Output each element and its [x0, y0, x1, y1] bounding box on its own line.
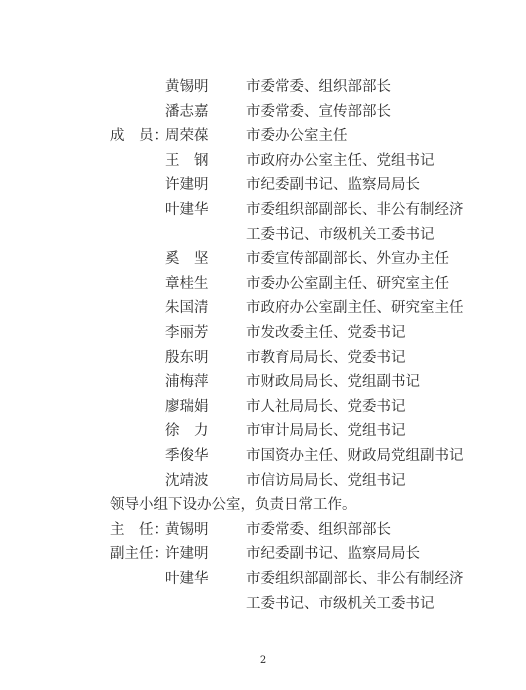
member-name: 许建明 [165, 546, 209, 563]
member-duty: 工委书记、市级机关工委书记 [246, 595, 435, 612]
member-name: 季俊华 [165, 448, 209, 464]
role-label: 副主任： [110, 546, 168, 563]
member-row [0, 173, 526, 197]
member-duty: 市信访局局长、党组书记 [246, 472, 406, 489]
role-label: 成 员： [110, 128, 168, 145]
member-duty: 市委常委、组织部部长 [246, 521, 391, 538]
member-duty: 市委常委、宣传部部长 [246, 103, 391, 120]
member-row [0, 321, 526, 345]
office-note-row [0, 493, 526, 517]
member-duty: 市纪委副书记、监察局局长 [246, 177, 420, 194]
member-name: 沈靖波 [165, 472, 209, 489]
member-row [0, 124, 526, 148]
member-duty: 市教育局局长、党委书记 [246, 349, 406, 366]
member-name: 叶建华 [165, 202, 209, 218]
member-name: 殷东明 [165, 349, 209, 366]
member-duty: 市委宣传部副部长、外宣办主任 [246, 251, 449, 268]
member-duty: 市发改委主任、党委书记 [246, 325, 406, 341]
member-duty: 市委常委、组织部部长 [246, 79, 391, 95]
member-row [0, 395, 526, 419]
member-duty: 市审计局局长、党组书记 [246, 423, 406, 440]
member-name: 潘志嘉 [165, 103, 209, 120]
member-name: 徐 力 [165, 423, 209, 440]
member-name: 奚 坚 [165, 251, 209, 268]
member-row [0, 370, 526, 394]
member-row [0, 100, 526, 124]
member-row [0, 444, 526, 468]
member-row [0, 272, 526, 296]
member-row [0, 75, 526, 99]
member-name: 周荣葆 [165, 128, 209, 145]
member-duty: 市政府办公室副主任、研究室主任 [246, 300, 464, 317]
member-name: 廖瑞娟 [165, 398, 209, 415]
member-duty: 市委办公室副主任、研究室主任 [246, 275, 449, 292]
member-duty: 市财政局局长、党组副书记 [246, 374, 420, 391]
member-row [0, 542, 526, 566]
member-row [0, 346, 526, 370]
member-name: 叶建华 [165, 571, 209, 587]
member-row [0, 296, 526, 320]
member-name: 黄锡明 [165, 79, 209, 95]
member-name: 朱国清 [165, 300, 209, 317]
member-row-continuation [0, 592, 526, 616]
member-row [0, 567, 526, 591]
member-duty: 市人社局局长、党委书记 [246, 398, 406, 415]
member-duty: 市政府办公室主任、党组书记 [246, 152, 435, 169]
member-duty: 工委书记、市级机关工委书记 [246, 226, 435, 243]
role-label: 主 任： [110, 521, 168, 538]
member-duty: 市委组织部副部长、非公有制经济 [246, 571, 464, 587]
member-name: 李丽芳 [165, 325, 209, 341]
member-name: 黄锡明 [165, 521, 209, 538]
member-name: 章桂生 [165, 275, 209, 292]
page-number: 2 [259, 655, 267, 666]
member-duty: 市纪委副书记、监察局局长 [246, 546, 420, 563]
member-row [0, 469, 526, 493]
member-name: 许建明 [165, 177, 209, 194]
member-duty: 市委组织部副部长、非公有制经济 [246, 202, 464, 218]
member-row [0, 247, 526, 271]
member-row [0, 518, 526, 542]
member-row [0, 149, 526, 173]
office-note: 领导小组下设办公室，负责日常工作。 [110, 497, 357, 514]
member-name: 王 钢 [165, 152, 209, 169]
member-row [0, 419, 526, 443]
member-row-continuation [0, 223, 526, 247]
member-name: 浦梅萍 [165, 374, 209, 391]
member-duty: 市委办公室主任 [246, 128, 348, 145]
member-duty: 市国资办主任、财政局党组副书记 [246, 448, 464, 464]
member-row [0, 198, 526, 222]
